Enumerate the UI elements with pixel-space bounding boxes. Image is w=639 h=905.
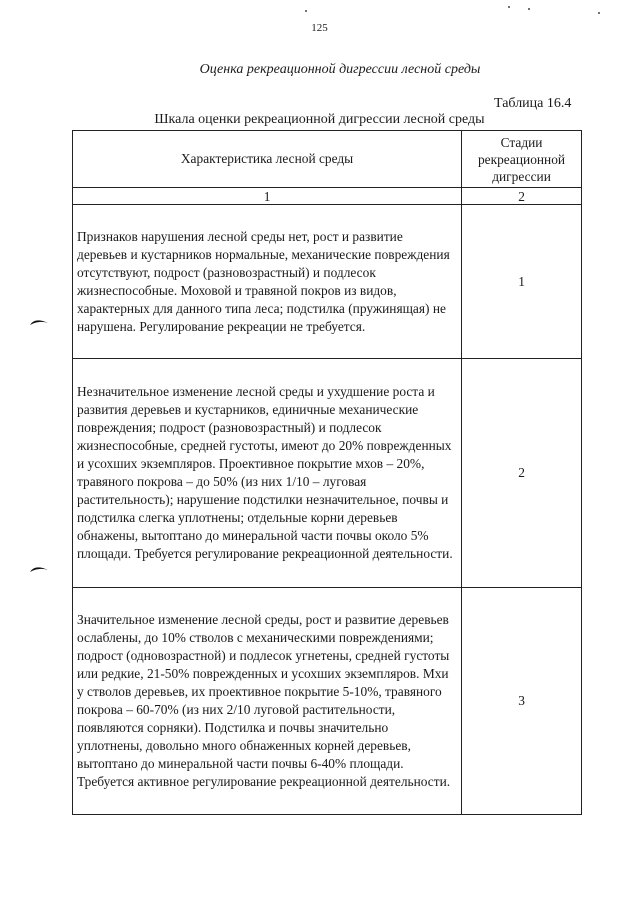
scan-dot [305, 10, 307, 12]
scan-dot [598, 12, 600, 14]
scan-margin-mark-icon [29, 317, 49, 326]
scan-dot [508, 6, 510, 8]
header-characteristic: Характеристика лесной среды [73, 131, 462, 188]
column-number: 1 [73, 188, 462, 205]
table-number: Таблица 16.4 [494, 96, 572, 111]
row-description: Признаков нарушения лесной среды нет, рост и развитие деревьев и кустарников нормальные, механические повреждения отсутствуют, подрост (разновозрастный) и подлесок жизнеспособные. Моховой и травяной покров из видов, характерных для данного типа леса; подстилка (пружинящая) не нарушена. Регулирование рекреации не требуется. [73, 205, 462, 359]
table-row [73, 588, 582, 815]
column-number-row [73, 188, 582, 205]
digression-scale-table [72, 130, 582, 815]
header-stage: Стадии рекреационной дигрессии [462, 131, 582, 188]
table-row [73, 359, 582, 588]
column-number: 2 [462, 188, 582, 205]
table-caption: Шкала оценки рекреационной дигрессии лесной среды [154, 112, 485, 127]
scan-margin-mark-icon [29, 564, 49, 573]
section-title: Оценка рекреационной дигрессии лесной среды [199, 62, 481, 77]
page-number: 125 [311, 22, 328, 34]
table-row [73, 205, 582, 359]
table-header-row [73, 131, 582, 188]
row-description: Незначительное изменение лесной среды и ухудшение роста и развития деревьев и кустарников, единичные механические повреждения; подрост (разновозрастный) и подлесок жизнеспособные, средней густоты, имеют до 20% поврежденных и усохших экземпляров. Проективное покрытие мхов – 20%, травяного покрова – до 50% (из них 1/10 – луговая растительность); нарушение подстилки незначительное, почвы и подстилка слегка уплотнены; отдельные корни деревьев обнажены, вытоптано до минеральной части почвы около 5% площади. Требуется регулирование рекреационной деятельности. [73, 359, 462, 588]
row-stage: 1 [462, 205, 582, 359]
row-description: Значительное изменение лесной среды, рост и развитие деревьев ослаблены, до 10% стволов с механическими повреждениями; подрост (одновозрастной) и подлесок угнетены, средней густоты или редкие, 21-50% поврежденных и усохших экземпляров. Мхи у стволов деревьев, их проективное покрытие 5-10%, травяного покрова – 60-70% (из них 2/10 луговой растительности, появляются сорняки). Подстилка и почвы значительно уплотнены, довольно много обнаженных корней деревьев, вытоптано до минеральной части почвы 6-40% площади. Требуется активное регулирование рекреационной деятельности. [73, 588, 462, 815]
row-stage: 3 [462, 588, 582, 815]
scan-dot [528, 8, 530, 10]
row-stage: 2 [462, 359, 582, 588]
